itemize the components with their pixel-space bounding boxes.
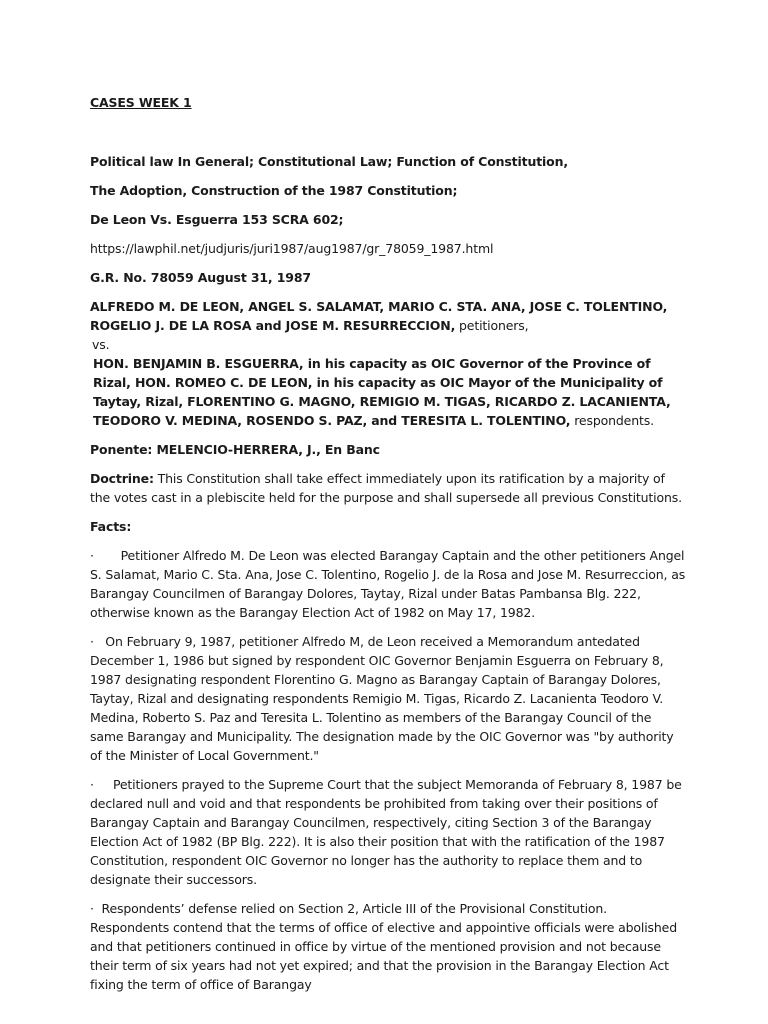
petitioners-line	[90, 297, 688, 335]
ponente: Ponente: MELENCIO-HERRERA, J., En Banc	[90, 442, 380, 457]
doc-title: CASES WEEK 1	[90, 95, 192, 110]
case-name: De Leon Vs. Esguerra 153 SCRA 602;	[90, 212, 344, 227]
facts-label: Facts:	[90, 519, 132, 534]
respondents-suffix: respondents.	[570, 413, 654, 428]
doctrine-paragraph	[90, 469, 688, 507]
topic-heading-1: Political law In General; Constitutional Law; Function of Constitution,	[90, 154, 568, 169]
respondents-names: HON. BENJAMIN B. ESGUERRA, in his capacity as OIC Governor of the Province of Rizal, HON. ROMEO C. DE LEON, in his capacity as OIC Mayor of the Municipality of Taytay, Rizal, FLORENTINO G. MAGNO, REMIGIO M. TIGAS, RICARDO Z. LACANIENTA, TEODORO V. MEDINA, ROSENDO S. PAZ, and TERESITA L. TOLENTINO,	[93, 356, 671, 428]
topic-heading-2: The Adoption, Construction of the 1987 Constitution;	[90, 183, 458, 198]
petitioners-names: ALFREDO M. DE LEON, ANGEL S. SALAMAT, MARIO C. STA. ANA, JOSE C. TOLENTINO, ROGELIO J. DE LA ROSA and JOSE M. RESURRECCION,	[90, 299, 668, 333]
fact-item-4: · Respondents’ defense relied on Section 2, Article III of the Provisional Constitution. Respondents contend that the terms of office of elective and appointive officials were abolished and that petitioners continued in office by virtue of the mentioned provision and not because their term of six years had not yet expired; and that the provision in the Barangay Election Act fixing the term of office of Barangay	[90, 901, 681, 992]
petitioners-suffix: petitioners,	[455, 318, 529, 333]
fact-item-1: · Petitioner Alfredo M. De Leon was elected Barangay Captain and the other petitioners Angel S. Salamat, Mario C. Sta. Ana, Jose C. Tolentino, Rogelio J. de la Rosa and Jose M. Resurreccion, as Barangay Councilmen of Barangay Dolores, Taytay, Rizal under Batas Pambansa Blg. 222, otherwise known as the Barangay Election Act of 1982 on May 17, 1982.	[90, 548, 689, 620]
respondents-line	[90, 354, 688, 430]
fact-item-2: · On February 9, 1987, petitioner Alfredo M, de Leon received a Memorandum antedated December 1, 1986 but signed by respondent OIC Governor Benjamin Esguerra on February 8, 1987 designating respondent Florentino G. Magno as Barangay Captain of Barangay Dolores, Taytay, Rizal and designating respondents Remigio M. Tigas, Ricardo Z. Lacanienta Teodoro V. Medina, Roberto S. Paz and Teresita L. Tolentino as members of the Barangay Council of the same Barangay and Municipality. The designation made by the OIC Governor was "by authority of the Minister of Local Government."	[90, 634, 678, 763]
fact-item-3: · Petitioners prayed to the Supreme Court that the subject Memoranda of February 8, 1987 be declared null and void and that respondents be prohibited from taking over their positions of Barangay Captain and Barangay Councilmen, respectively, citing Section 3 of the Barangay Election Act of 1982 (BP Blg. 222). It is also their position that with the ratification of the 1987 Constitution, respondent OIC Governor no longer has the authority to replace them and to designate their successors.	[90, 777, 686, 887]
versus-label: vs.	[92, 337, 110, 352]
doctrine-label: Doctrine:	[90, 471, 154, 486]
gr-number: G.R. No. 78059 August 31, 1987	[90, 270, 311, 285]
doctrine-text: This Constitution shall take effect immediately upon its ratification by a majority of the votes cast in a plebiscite held for the purpose and shall supersede all previous Constitutions.	[90, 471, 682, 505]
case-url: https://lawphil.net/judjuris/juri1987/aug1987/gr_78059_1987.html	[90, 241, 494, 256]
